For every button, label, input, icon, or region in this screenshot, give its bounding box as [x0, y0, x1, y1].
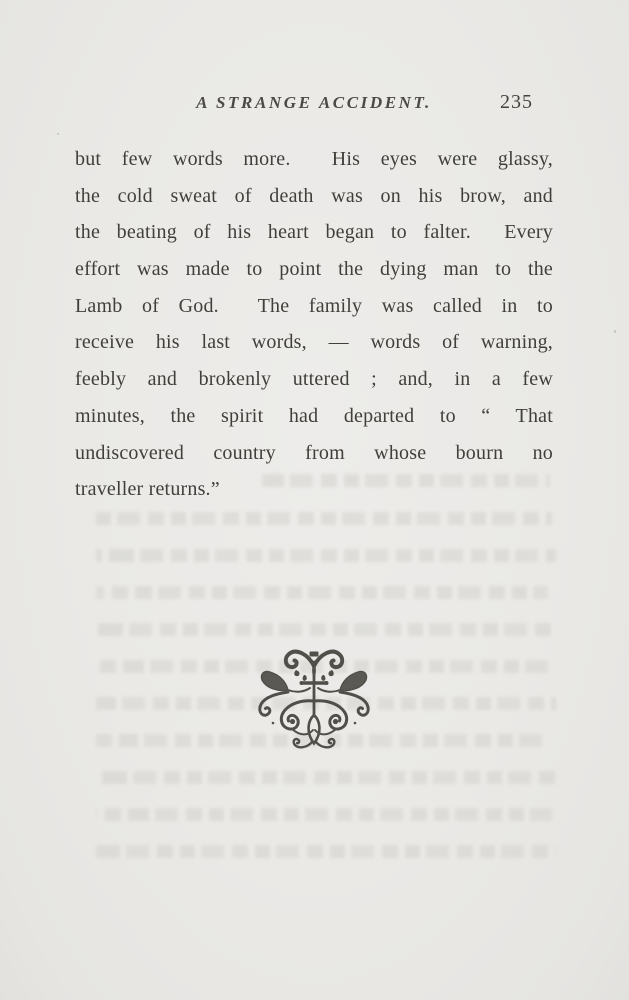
scan-speck [614, 330, 616, 333]
show-through-line [96, 586, 548, 599]
show-through-line [262, 474, 550, 487]
body-text-line: receive his last words, — words of warning, [75, 331, 553, 354]
page-number: 235 [500, 91, 533, 113]
body-text-line: traveller returns.” [75, 478, 220, 501]
body-paragraph [75, 141, 553, 508]
body-text-line: the cold sweat of death was on his brow, and [75, 184, 553, 207]
body-text-line: Lamb of God. The family was called in to [75, 294, 553, 317]
show-through-line [96, 512, 552, 525]
floral-tailpiece-ornament-icon [252, 646, 376, 760]
body-text-line: undiscovered country from whose bourn no [75, 441, 553, 464]
body-text-line: but few words more. His eyes were glassy, [75, 148, 553, 170]
show-through-line [96, 771, 556, 784]
show-through-line [96, 549, 556, 562]
running-head: A STRANGE ACCIDENT. [196, 93, 432, 112]
body-text-line: the beating of his heart began to falter. Every [75, 221, 553, 244]
show-through-line [96, 845, 556, 858]
body-text-line: feebly and brokenly uttered ; and, in a few [75, 368, 553, 391]
body-text-line: effort was made to point the dying man to the [75, 258, 553, 281]
show-through-line [96, 623, 556, 636]
scan-speck [57, 133, 59, 135]
show-through-line [96, 808, 552, 821]
body-text-line: minutes, the spirit had departed to “ That [75, 404, 553, 427]
